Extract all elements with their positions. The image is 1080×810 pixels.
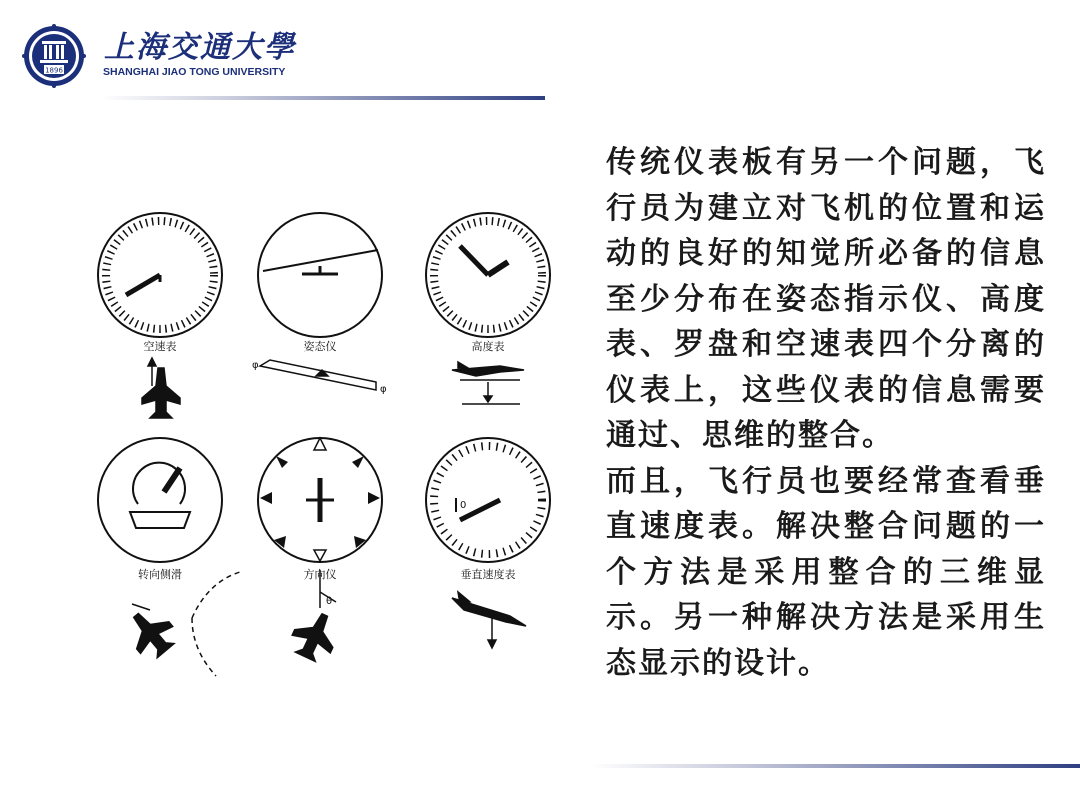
label-vertical-speed: 垂直速度表: [460, 568, 516, 581]
theta-symbol: θ: [326, 596, 333, 607]
phi-symbol-left: φ: [252, 360, 259, 371]
attitude-dial: [258, 213, 382, 337]
phi-symbol-right: φ: [380, 384, 387, 395]
university-name-english: SHANGHAI JIAO TONG UNIVERSITY: [103, 66, 286, 78]
label-airspeed: 空速表: [143, 340, 177, 353]
label-turn-slip: 转向侧滑: [138, 568, 182, 581]
paragraph-1: 传统仪表板有另一个问题，飞行员为建立对飞机的位置和运动的良好的知觉所必备的信息至少分布在姿态指示仪、高度表、罗盘和空速表四个分离的仪表上，这些仪表的信息需要通过、思维的整合。: [606, 145, 1046, 453]
turn-slip-dial: [98, 438, 222, 562]
zero-symbol: 0: [460, 500, 467, 511]
cockpit-instruments-figure: [80, 200, 570, 690]
footer-divider: [590, 764, 1080, 768]
university-seal-logo: [22, 24, 86, 88]
body-text: [606, 140, 1046, 686]
label-heading: 方向仪: [303, 568, 337, 581]
university-name-chinese: 上海交通大學: [104, 30, 296, 65]
header-divider: [100, 96, 545, 100]
vertical-speed-dial: [426, 438, 550, 562]
seal-year: 1896: [45, 66, 63, 75]
altimeter-dial: [426, 213, 550, 337]
paragraph-2: 而且，飞行员也要经常查看垂直速度表。解决整合问题的一个方法是采用整合的三维显示。另一种解决方法是采用生态显示的设计。: [606, 463, 1046, 681]
label-attitude: 姿态仪: [303, 340, 337, 353]
label-altimeter: 高度表: [471, 340, 505, 353]
airspeed-dial: [98, 213, 222, 337]
